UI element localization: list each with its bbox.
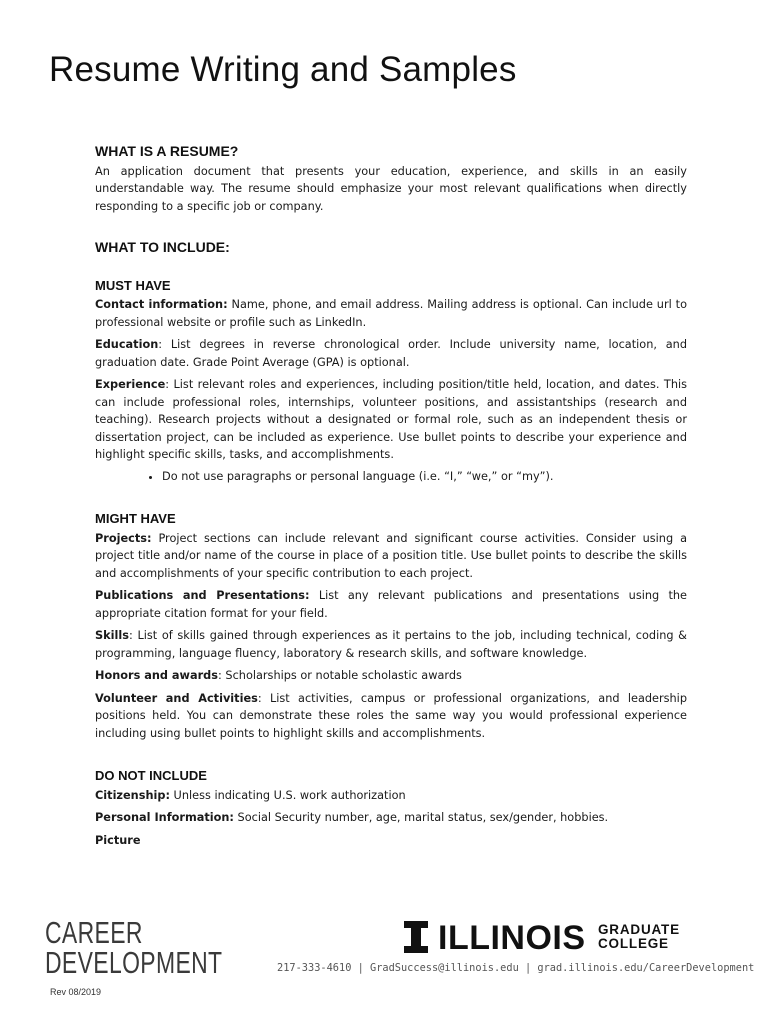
might-have-item-publications (95, 587, 687, 622)
graduate-text: GRADUATE (598, 922, 680, 937)
page-title: Resume Writing and Samples (49, 50, 517, 89)
term-text: List any relevant publications and presentations using the appropriate citation format for your field. (95, 589, 687, 620)
term-text: Project sections can include relevant and significant course activities. Consider using a project title and/or name of the course in place of a position title. Use bullet points to describe the skills and accomplishments of your specific contribution to each project. (95, 531, 687, 580)
illinois-block-i-icon (404, 921, 428, 953)
term-text: : Scholarships or notable scholastic awards (218, 669, 462, 682)
term-text: : List relevant roles and experiences, including position/title held, location, and dates. This can include professional roles, internships, volunteer positions, and assistantships (research and teaching). Research projects without a designated or formal role, such as an independent thesis or dissertation project, can be included as experience. Use bullet points to describe your experience and highlight specific skills, tasks, and accomplishments. (95, 378, 687, 461)
do-not-include-heading: DO NOT INCLUDE (95, 768, 207, 783)
college-text: COLLEGE (598, 936, 669, 951)
might-have-heading: MIGHT HAVE (95, 511, 176, 526)
list-item: • Do not use paragraphs or personal language (i.e. “I,” “we,” or “my”). (162, 468, 687, 486)
term-text: Name, phone, and email address. Mailing address is optional. Can include url to professional website or profile such as LinkedIn. (95, 298, 687, 329)
document-body (95, 143, 687, 849)
term-text: Unless indicating U.S. work authorization (169, 788, 406, 802)
must-have-item-contact (95, 296, 687, 331)
term-label: Publications and Presentations: (95, 589, 310, 602)
contact-info: 217-333-4610 | GradSuccess@illinois.edu | grad.illinois.edu/CareerDevelopment (277, 962, 755, 974)
term-label: Volunteer and Activities (95, 691, 258, 705)
might-have-item-projects (95, 530, 687, 583)
term-label: Projects: (95, 531, 152, 545)
experience-bullets (95, 468, 687, 486)
what-is-body: An application document that presents your education, experience, and skills in an easily understandable way. The resume should emphasize your most relevant qualifications when directly responding to a specific job or company. (95, 164, 687, 213)
term-label: Contact information: (95, 298, 228, 311)
what-to-include-heading: WHAT TO INCLUDE: (95, 239, 230, 255)
term-label: Honors and awards (95, 669, 218, 682)
term-label: Education (95, 338, 159, 351)
term-label: Citizenship: (95, 788, 170, 802)
graduate-college-wordmark (598, 923, 680, 951)
term-label: Experience (95, 378, 166, 391)
might-have-item-honors (95, 667, 687, 685)
must-have-item-education (95, 336, 687, 371)
term-text: : List activities, campus or professional organizations, and leadership positions held. You can demonstrate these roles the same way you would professional experience including using bullet points to highlight skills and accomplishments. (95, 691, 687, 740)
term-label: Personal Information: (95, 811, 234, 824)
term-text: : List of skills gained through experiences as it pertains to the job, including technical, coding & programming, language fluency, laboratory & research skills, and software knowledge. (95, 629, 687, 660)
do-not-include-item-citizenship (95, 787, 687, 805)
term-label: Skills (95, 629, 129, 642)
what-is-heading: WHAT IS A RESUME? (95, 143, 239, 159)
term-label: Picture (95, 833, 141, 847)
do-not-include-item-personal (95, 809, 687, 827)
revision-label: Rev 08/2019 (50, 987, 102, 997)
term-text: Social Security number, age, marital status, sex/gender, hobbies. (233, 811, 609, 824)
career-text: CAREER (45, 915, 143, 950)
development-text: DEVELOPMENT (45, 945, 223, 980)
must-have-heading: MUST HAVE (95, 277, 171, 293)
must-have-item-experience (95, 376, 687, 464)
might-have-item-skills (95, 627, 687, 662)
do-not-include-item-picture (95, 832, 687, 850)
illinois-wordmark: ILLINOIS (438, 919, 586, 957)
might-have-item-volunteer (95, 690, 687, 743)
career-development-logo (45, 915, 223, 980)
term-text: : List degrees in reverse chronological order. Include university name, location, and graduation date. Grade Point Average (GPA) is optional. (95, 338, 687, 369)
